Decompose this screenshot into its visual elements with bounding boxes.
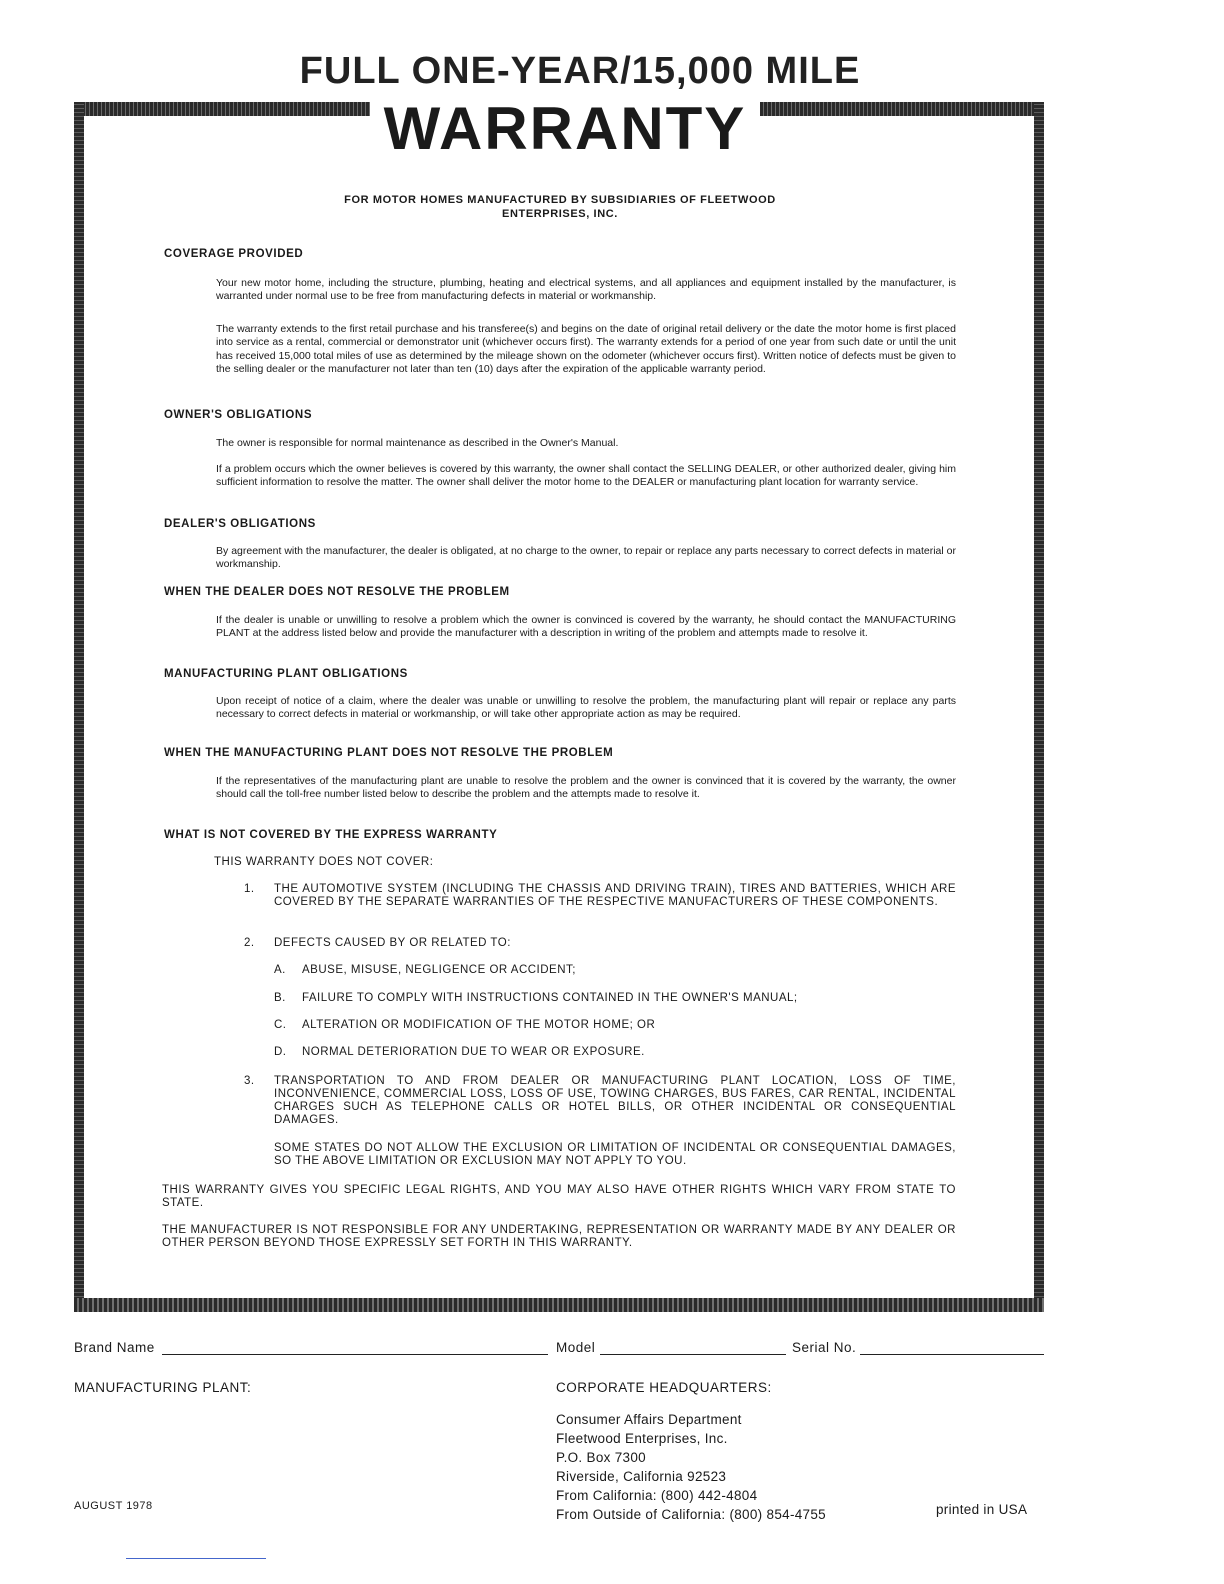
scan-artifact-line <box>126 1558 266 1559</box>
owner-paragraph-2: If a problem occurs which the owner believes is covered by this warranty, the owner shall contact the SELLING DEALER, or other authorized dealer, giving him sufficient information to resolve the matter. The owner shall deliver the motor home to the DEALER or manufacturing plant location for warranty service. <box>216 463 956 489</box>
hq-address <box>556 1410 826 1524</box>
model-label: Model <box>556 1340 596 1355</box>
not-covered-heading: WHAT IS NOT COVERED BY THE EXPRESS WARRANTY <box>164 829 498 841</box>
address-line-3: P.O. Box 7300 <box>556 1450 646 1465</box>
sub-c-letter: C. <box>274 1019 287 1031</box>
phone-outside-california: From Outside of California: (800) 854-4755 <box>556 1507 826 1522</box>
item-1-text: THE AUTOMOTIVE SYSTEM (INCLUDING THE CHASSIS AND DRIVING TRAIN), TIRES AND BATTERIES, WHICH ARE COVERED BY THE SEPARATE WARRANTIES OF THE RESPECTIVE MANUFACTURERS OF THESE COMPONENTS. <box>274 883 956 908</box>
document-date: AUGUST 1978 <box>74 1500 153 1512</box>
frame-right-border <box>1034 102 1044 1312</box>
sub-c-text: ALTERATION OR MODIFICATION OF THE MOTOR HOME; OR <box>302 1019 656 1031</box>
dealer-paragraph-1: By agreement with the manufacturer, the dealer is obligated, at no charge to the owner, to repair or replace any parts necessary to correct defects in material or workmanship. <box>216 545 956 571</box>
address-line-4: Riverside, California 92523 <box>556 1469 727 1484</box>
plant-heading: MANUFACTURING PLANT OBLIGATIONS <box>164 668 408 680</box>
plant-fail-paragraph-1: If the representatives of the manufacturing plant are unable to resolve the problem and the owner is convinced that it is covered by the warranty, the owner should call the toll-free number listed below to describe the problem and the attempts made to resolve it. <box>216 775 956 801</box>
sub-a-text: ABUSE, MISUSE, NEGLIGENCE OR ACCIDENT; <box>302 964 576 976</box>
item-2-number: 2. <box>244 937 255 949</box>
legal-rights-text: THIS WARRANTY GIVES YOU SPECIFIC LEGAL RIGHTS, AND YOU MAY ALSO HAVE OTHER RIGHTS WHICH VARY FROM STATE TO STATE. <box>162 1184 956 1209</box>
brand-name-field[interactable] <box>162 1340 548 1355</box>
plant-paragraph-1: Upon receipt of notice of a claim, where the dealer was unable or unwilling to resolve the problem, the manufacturing plant will repair or replace any parts necessary to correct defects in material or workmanship, or will take other appropriate action as may be required. <box>216 695 956 721</box>
plant-fail-heading: WHEN THE MANUFACTURING PLANT DOES NOT RESOLVE THE PROBLEM <box>164 747 614 759</box>
item-3-number: 3. <box>244 1075 255 1087</box>
item-2-text: DEFECTS CAUSED BY OR RELATED TO: <box>274 937 511 949</box>
frame-left-border <box>74 102 84 1312</box>
title-line-1: FULL ONE-YEAR/15,000 MILE <box>299 50 861 92</box>
manufacturer-responsibility-text: THE MANUFACTURER IS NOT RESPONSIBLE FOR ANY UNDERTAKING, REPRESENTATION OR WARRANTY MADE BY ANY DEALER OR OTHER PERSON BEYOND THOSE EXPRESSLY SET FORTH IN THIS WARRANTY. <box>162 1224 956 1249</box>
dealer-fail-heading: WHEN THE DEALER DOES NOT RESOLVE THE PROBLEM <box>164 586 510 598</box>
item-3-note: SOME STATES DO NOT ALLOW THE EXCLUSION OR LIMITATION OF INCIDENTAL OR CONSEQUENTIAL DAMAGES, SO THE ABOVE LIMITATION OR EXCLUSION MAY NOT APPLY TO YOU. <box>274 1142 956 1167</box>
coverage-paragraph-2: The warranty extends to the first retail purchase and his transferee(s) and begins on the date of original retail delivery or the date the motor home is first placed into service as a rental, commercial or demonstrator unit (whichever occurs first). The warranty extends for a period of one year from such date or until the unit has received 15,000 total miles of use as determined by the mileage shown on the odometer (whichever occurs first). Written notice of defects must be given to the selling dealer or the manufacturer not later than ten (10) days after the expiration of the applicable warranty period. <box>216 323 956 376</box>
printed-in-usa: printed in USA <box>936 1502 1028 1517</box>
item-3-text: TRANSPORTATION TO AND FROM DEALER OR MANUFACTURING PLANT LOCATION, LOSS OF TIME, INCONVENIENCE, COMMERCIAL LOSS, LOSS OF USE, TOWING CHARGES, BUS FARES, CAR RENTAL, INCIDENTAL CHARGES SUCH AS TELEPHONE CALLS OR HOTEL BILLS, OR OTHER INCIDENTAL OR CONSEQUENTIAL DAMAGES. <box>274 1075 956 1126</box>
frame-top-right-border <box>760 102 1044 116</box>
sub-b-text: FAILURE TO COMPLY WITH INSTRUCTIONS CONTAINED IN THE OWNER'S MANUAL; <box>302 992 798 1004</box>
owner-paragraph-1: The owner is responsible for normal maintenance as described in the Owner's Manual. <box>216 437 619 449</box>
sub-d-letter: D. <box>274 1046 287 1058</box>
sub-b-letter: B. <box>274 992 286 1004</box>
serial-number-field[interactable] <box>860 1340 1044 1355</box>
coverage-heading: COVERAGE PROVIDED <box>164 248 304 260</box>
coverage-paragraph-1: Your new motor home, including the structure, plumbing, heating and electrical systems, and all appliances and equipment installed by the manufacturer, is warranted under normal use to be free from manufacturing defects in material or workmanship. <box>216 277 956 303</box>
frame-top-left-border <box>74 102 370 116</box>
dealer-heading: DEALER'S OBLIGATIONS <box>164 518 316 530</box>
sub-a-letter: A. <box>274 964 286 976</box>
item-1-number: 1. <box>244 883 255 895</box>
title-warranty: WARRANTY <box>383 95 747 162</box>
manufacturing-plant-label: MANUFACTURING PLANT: <box>74 1380 252 1395</box>
serial-number-label: Serial No. <box>792 1340 857 1355</box>
phone-california: From California: (800) 442-4804 <box>556 1488 758 1503</box>
sub-d-text: NORMAL DETERIORATION DUE TO WEAR OR EXPOSURE. <box>302 1046 645 1058</box>
address-line-1: Consumer Affairs Department <box>556 1412 742 1427</box>
frame-bottom-border <box>74 1298 1044 1312</box>
dealer-fail-paragraph-1: If the dealer is unable or unwilling to resolve a problem which the owner is convinced is covered by the warranty, he should contact the MANUFACTURING PLANT at the address listed below and provide the manufacturer with a description in writing of the problem and attempts made to resolve it. <box>216 614 956 640</box>
address-line-2: Fleetwood Enterprises, Inc. <box>556 1431 728 1446</box>
owner-heading: OWNER'S OBLIGATIONS <box>164 409 313 421</box>
corporate-headquarters-label: CORPORATE HEADQUARTERS: <box>556 1380 772 1395</box>
intro-text: FOR MOTOR HOMES MANUFACTURED BY SUBSIDIARIES OF FLEETWOOD ENTERPRISES, INC. <box>344 194 776 220</box>
not-covered-lead: THIS WARRANTY DOES NOT COVER: <box>214 856 434 868</box>
model-field[interactable] <box>600 1340 786 1355</box>
brand-name-label: Brand Name <box>74 1340 155 1355</box>
